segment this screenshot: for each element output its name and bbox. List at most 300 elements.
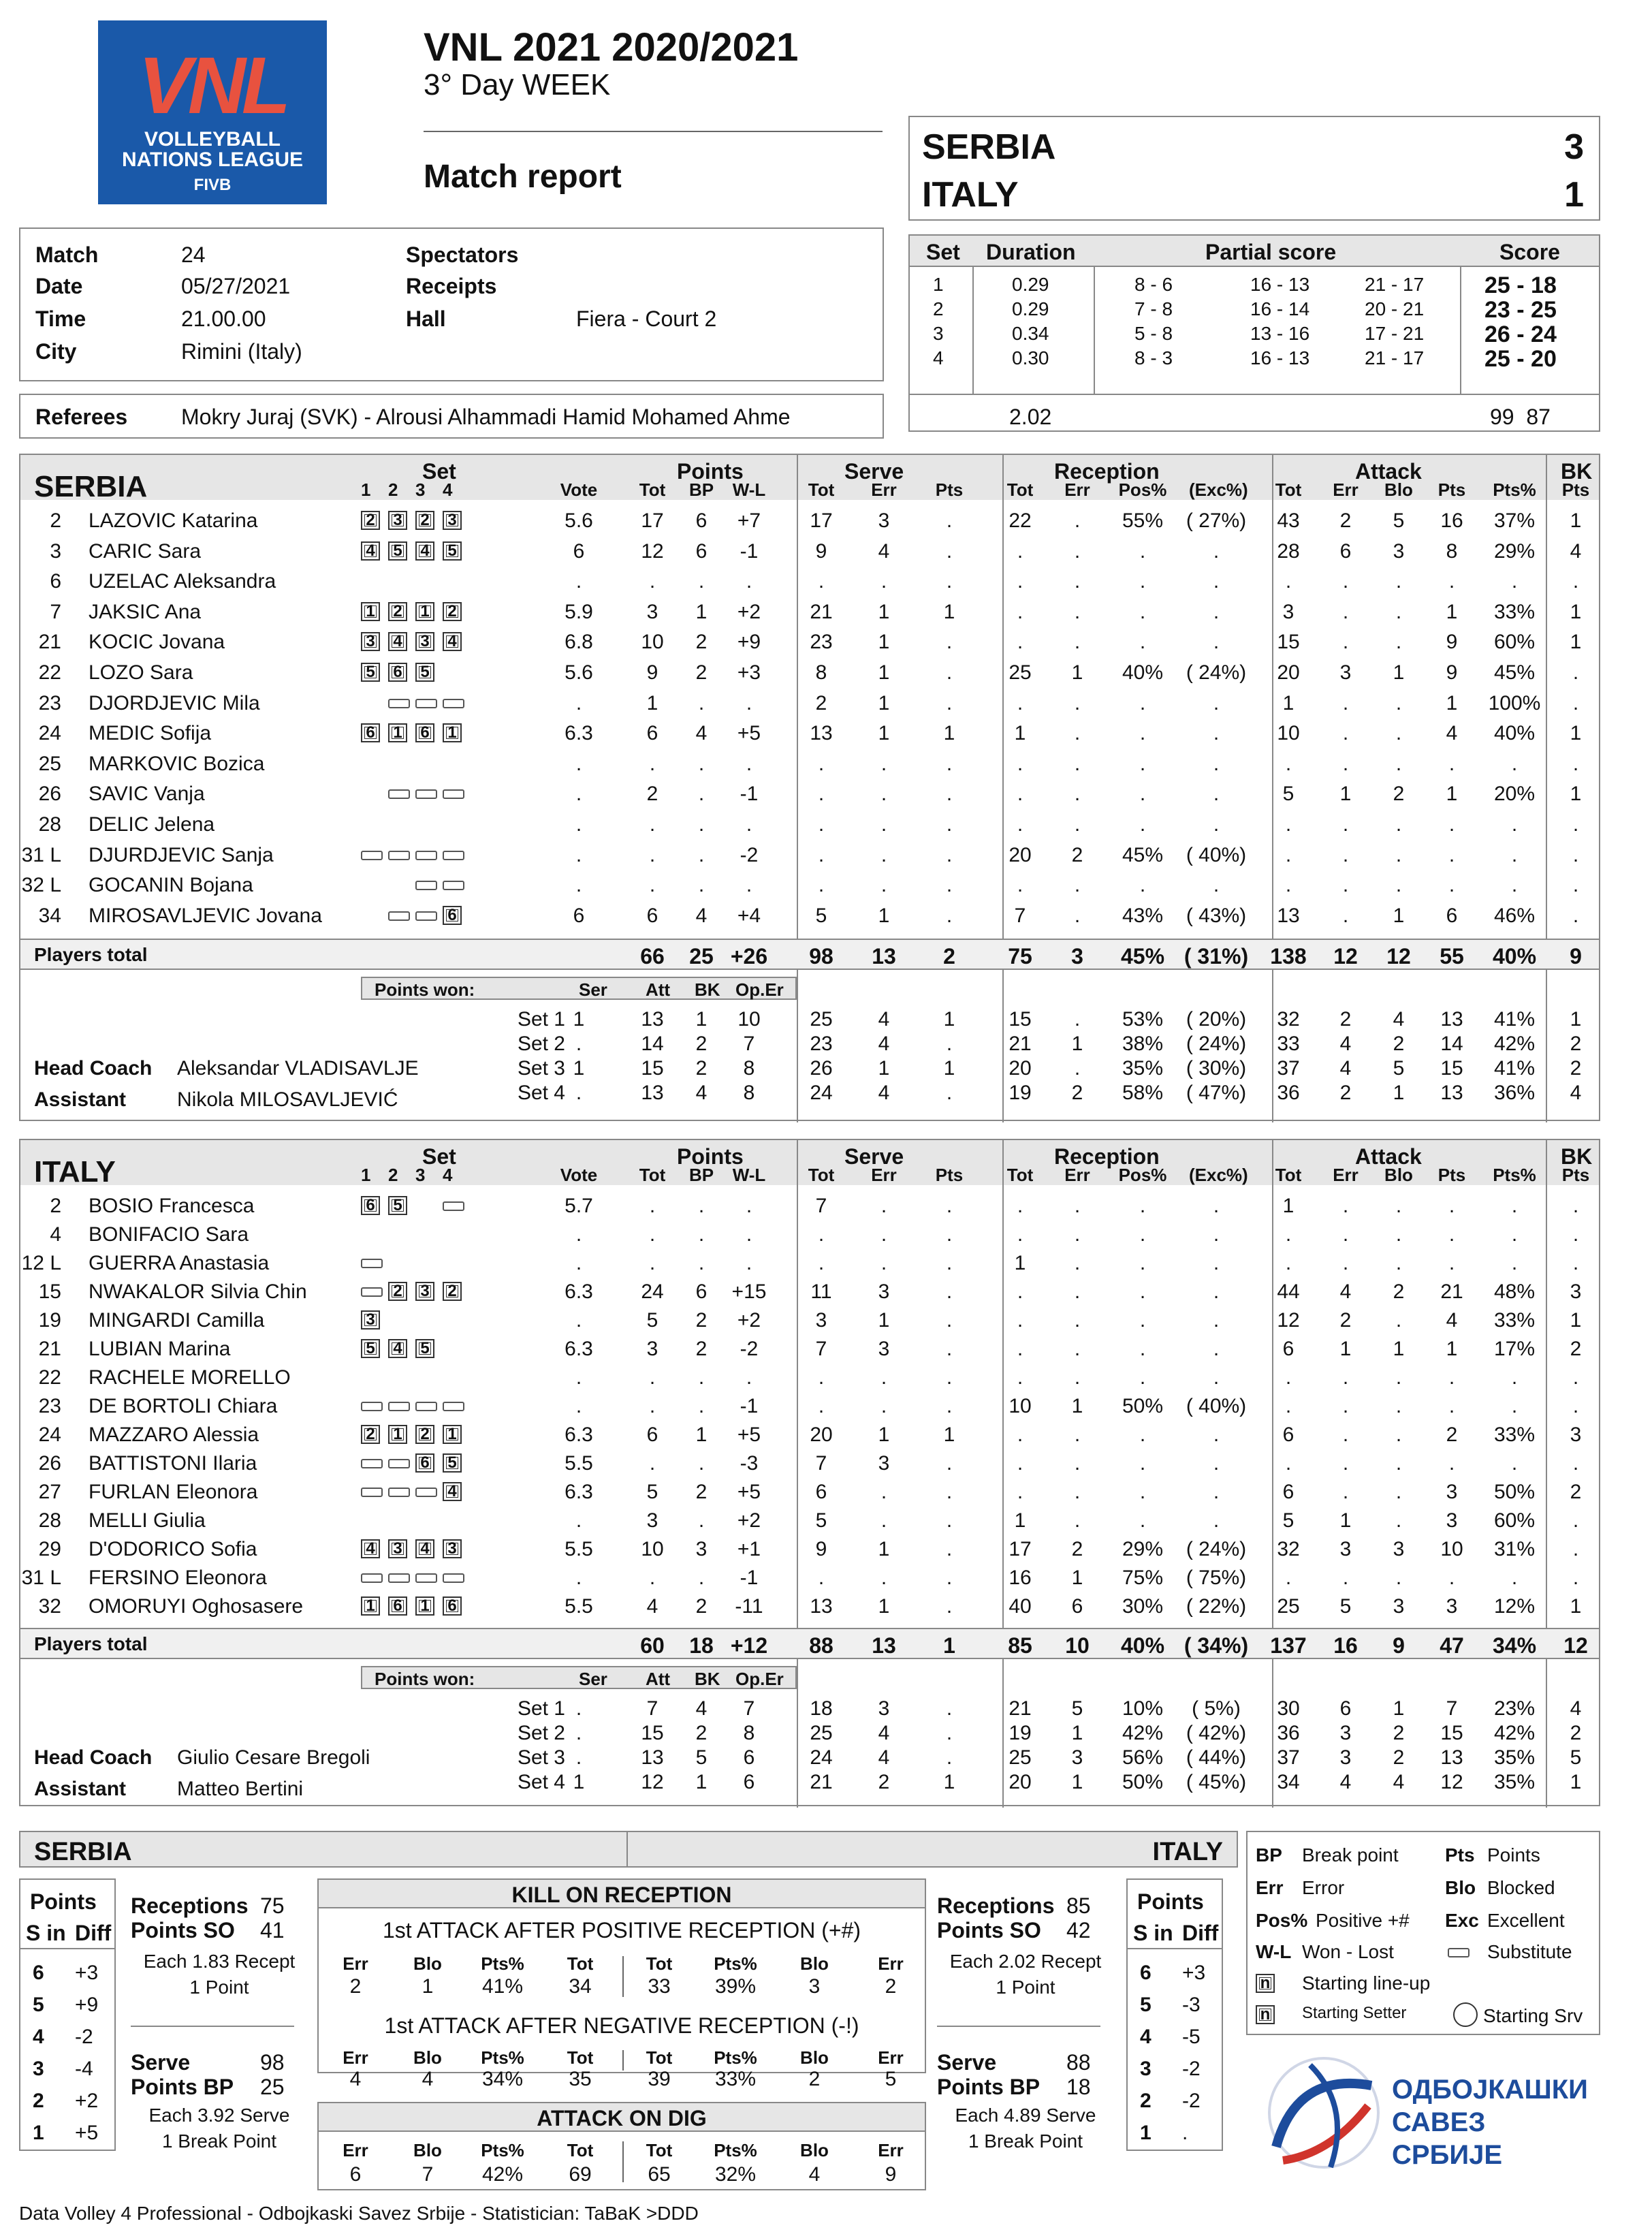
stat-value: . (1074, 1309, 1081, 1332)
stat-value: . (1074, 1452, 1081, 1475)
stat-value: 5 (646, 1481, 658, 1503)
stat-value: . (1395, 1309, 1402, 1332)
set-stat-value: 2 (1570, 1057, 1582, 1080)
stat-value: . (1074, 1338, 1081, 1360)
col-sub-header: Pts (1437, 1165, 1466, 1185)
col-reception: Reception (1054, 459, 1160, 484)
stat-value: 1 (878, 904, 890, 927)
stat-value: . (1213, 722, 1220, 745)
stat-value: . (946, 1366, 953, 1389)
set-stat-value: 4 (878, 1722, 890, 1744)
substitute-icon (361, 1259, 383, 1268)
stat-value: . (1213, 874, 1220, 897)
total-value: ( 31%) (1184, 944, 1249, 969)
stat-value: . (1395, 1423, 1402, 1446)
stat-value: ( 40%) (1186, 843, 1247, 866)
positive-title: 1st ATTACK AFTER POSITIVE RECEPTION (+#) (382, 1918, 861, 1942)
negative-value: 2 (808, 2068, 821, 2090)
set-duration: 0.34 (1012, 323, 1049, 344)
stat-value: 5 (1282, 1509, 1294, 1532)
set-stat-value: 36 (1277, 1082, 1300, 1105)
starting-position: 4 (415, 1539, 434, 1558)
stat-value: . (880, 1195, 887, 1217)
report-subtitle: 3° Day WEEK (424, 68, 611, 101)
stat-value: . (1395, 813, 1402, 836)
stat-value: . (1074, 722, 1081, 745)
total-value: 10 (1065, 1633, 1090, 1658)
set-stat-value: 1 (1570, 1771, 1582, 1793)
set-stat-value: 2 (1339, 1082, 1352, 1105)
set-duration: 0.29 (1012, 298, 1049, 319)
col-sub-header: Pts (1437, 479, 1466, 500)
substitute-icon (443, 1573, 464, 1583)
set-stat-value: . (575, 1746, 582, 1769)
set-stat-value: 6 (743, 1771, 755, 1793)
starting-position: 2 (443, 1282, 462, 1301)
stat-value: 5 (1282, 783, 1294, 806)
stat-value: 1 (878, 631, 890, 654)
stat-value: 3 (878, 1452, 890, 1475)
stat-value: -1 (740, 783, 759, 806)
set-stat-value: 4 (878, 1746, 890, 1769)
stat-value: 5 (1393, 509, 1405, 532)
col-ser: Ser (579, 1669, 607, 1689)
stat-value: . (1139, 1338, 1146, 1360)
stat-value: 40 (1008, 1595, 1032, 1618)
stat-value: 1 (1339, 783, 1352, 806)
stat-value: . (1074, 1280, 1081, 1303)
starting-position: 1 (361, 1596, 380, 1616)
starting-position: 4 (361, 541, 380, 561)
set-stat-value: 25 (810, 1722, 833, 1744)
set-stat-value: 14 (1440, 1033, 1463, 1056)
total-value: 9 (1393, 1633, 1405, 1658)
stat-value: . (1213, 570, 1220, 593)
stat-value: . (1511, 1195, 1518, 1217)
total-value: 47 (1440, 1633, 1464, 1658)
stat-value: . (1139, 600, 1146, 623)
set-stat-value: 21 (1008, 1697, 1032, 1720)
dig-value: 9 (885, 2163, 897, 2186)
report-title: VNL 2021 2020/2021 (424, 25, 799, 69)
stat-value: 3 (1393, 539, 1405, 563)
total-value: 1 (943, 1633, 955, 1658)
partial-score: 16 - 14 (1250, 298, 1310, 319)
serve-ratio: Each 4.89 Serve (955, 2105, 1096, 2126)
total-value: 66 (640, 944, 665, 969)
stat-value: . (1139, 1252, 1146, 1274)
stat-value: . (575, 1395, 582, 1417)
stat-value: 5 (815, 904, 827, 927)
set-stat-value: . (946, 1722, 953, 1744)
stat-value: 6.3 (565, 1423, 593, 1446)
positive-value: 39% (714, 1975, 757, 1998)
set-stat-value: 6 (1339, 1697, 1352, 1720)
player-number: 25 (38, 752, 61, 775)
starting-position: 3 (388, 511, 407, 530)
stat-value: . (1342, 600, 1349, 623)
stat-value: 2 (646, 783, 658, 806)
dig-value: 42% (481, 2163, 524, 2186)
stat-value: . (1139, 752, 1146, 775)
referees-value: Mokry Juraj (SVK) - Alrousi Alhammadi Hamid Mohamed Ahme (181, 405, 791, 429)
kill-on-reception (317, 1878, 926, 2090)
stat-value: . (1395, 1567, 1402, 1589)
stat-value: . (1017, 1366, 1023, 1389)
player-number: 12 L (21, 1252, 61, 1274)
stat-value: . (746, 874, 752, 897)
stat-value: 33% (1493, 1423, 1536, 1446)
vnl-logo (98, 20, 327, 204)
col-sub-header: BP (688, 1165, 714, 1185)
stat-value: . (575, 1309, 582, 1332)
set-stat-value: 1 (573, 1771, 585, 1793)
logo-text: VOLLEYBALL NATIONS LEAGUE (121, 128, 304, 171)
stat-value: . (1572, 1366, 1579, 1389)
stat-value: . (1342, 813, 1349, 836)
stat-value: 29% (1122, 1538, 1164, 1560)
set-stat-value: 4 (1339, 1057, 1352, 1080)
partial-score: 8 - 6 (1134, 274, 1173, 295)
stat-value: . (575, 1366, 582, 1389)
stat-value: . (1342, 843, 1349, 866)
kor-header-cell: Tot (567, 1953, 594, 1974)
stat-value: 40% (1493, 722, 1536, 745)
set-stat-value: 33 (1277, 1033, 1300, 1056)
set-col-1: 1 (361, 1165, 371, 1185)
col-sub-header: (Exc%) (1189, 479, 1248, 500)
player-name: DE BORTOLI Chiara (89, 1395, 278, 1417)
stat-value: . (1511, 813, 1518, 836)
stat-value: 4 (695, 722, 708, 745)
stat-value: . (1572, 1252, 1579, 1274)
col-sub-header: Tot (1275, 1165, 1302, 1185)
kor-header-cell: Pts% (481, 1953, 524, 1974)
stat-value: 3 (1393, 1595, 1405, 1618)
stat-value: . (1342, 752, 1349, 775)
stat-value: . (1017, 1195, 1023, 1217)
points-so-value: 42 (1066, 1918, 1091, 1942)
substitute-icon (415, 881, 437, 890)
player-number: 28 (38, 813, 61, 836)
total-value: 60 (640, 1633, 665, 1658)
col-sub-header: Vote (560, 1165, 598, 1185)
stat-value: +2 (737, 1309, 761, 1332)
dig-value: 7 (422, 2163, 434, 2186)
stat-value: +4 (737, 904, 761, 927)
assistant-label: Assistant (34, 1088, 127, 1112)
legend-err-text: Error (1302, 1877, 1345, 1898)
starting-position: 4 (443, 632, 462, 651)
dig-header-cell: Pts% (481, 2140, 524, 2160)
starting-position: 6 (361, 1196, 380, 1215)
stat-value: . (1342, 570, 1349, 593)
dig-value: 4 (808, 2163, 821, 2186)
negative-value: 5 (885, 2068, 897, 2090)
stat-value: . (1342, 691, 1349, 714)
city-value: Rimini (Italy) (181, 339, 302, 364)
col-bk: BK (695, 979, 720, 1001)
stat-value: . (649, 752, 656, 775)
stat-value: . (880, 843, 887, 866)
stat-value: . (1285, 1395, 1292, 1417)
player-name: LAZOVIC Katarina (89, 509, 258, 532)
divider (937, 2026, 1100, 2027)
substitute-icon (388, 789, 410, 799)
set-stat-value: 2 (878, 1771, 890, 1793)
stat-value: 1 (1339, 1338, 1352, 1360)
set-stat-value: 4 (1393, 1771, 1405, 1793)
col-sub-header: W-L (732, 479, 766, 500)
set-duration: 0.29 (1012, 274, 1049, 295)
dig-header-cell: Blo (413, 2140, 442, 2160)
stat-value: . (1572, 1452, 1579, 1475)
stat-value: 4 (1339, 1280, 1352, 1303)
sets-table (908, 234, 1600, 432)
stat-value: 45% (1493, 661, 1536, 684)
stat-value: 3 (1339, 1538, 1352, 1560)
stat-value: 100% (1488, 691, 1541, 714)
total-value: 18 (689, 1633, 714, 1658)
dig-value: 65 (648, 2163, 671, 2186)
set-stat-value: 23% (1493, 1697, 1536, 1720)
col-sub-header: Pos% (1118, 1165, 1167, 1185)
stat-value: 10 (1440, 1538, 1463, 1560)
player-name: D'ODORICO Sofia (89, 1538, 257, 1560)
set-stat-value: 6 (743, 1746, 755, 1769)
stat-value: . (1017, 691, 1023, 714)
stat-value: 20% (1493, 783, 1536, 806)
stat-value: 20 (810, 1423, 833, 1446)
set-stat-value: 19 (1008, 1722, 1032, 1744)
stat-value: . (649, 1252, 656, 1274)
rotation: 4 (33, 2026, 44, 2048)
set-score: 25 - 18 (1484, 272, 1557, 298)
stat-value: 6.3 (565, 722, 593, 745)
divider (622, 2050, 624, 2071)
stat-value: . (1395, 1395, 1402, 1417)
stat-value: 20 (1008, 843, 1032, 866)
s-in-label: S in (1133, 1921, 1173, 1945)
set-number: 1 (933, 274, 944, 295)
stat-value: 6 (1282, 1481, 1294, 1503)
set-stat-value: 1 (1393, 1082, 1405, 1105)
stat-value: . (1074, 904, 1081, 927)
stat-value: 1 (695, 1423, 708, 1446)
starting-position: 1 (388, 1425, 407, 1444)
stat-value: . (746, 570, 752, 593)
head-coach-label: Head Coach (34, 1746, 153, 1769)
set-stat-value: 50% (1122, 1771, 1164, 1793)
partial-score: 21 - 17 (1365, 274, 1425, 295)
stat-value: 40% (1122, 661, 1164, 684)
set-stat-value: 4 (1570, 1082, 1582, 1105)
stat-value: . (698, 1366, 705, 1389)
set-stat-value: 34 (1277, 1771, 1300, 1793)
set-stat-value: 1 (1071, 1771, 1083, 1793)
set-stat-value: 32 (1277, 1008, 1300, 1031)
stat-value: 25 (1277, 1595, 1300, 1618)
stat-value: +1 (737, 1538, 761, 1560)
rotation-diff: -2 (1182, 2090, 1201, 2112)
stat-value: . (1342, 1452, 1349, 1475)
rotation-diff: -3 (1182, 1994, 1201, 2016)
stat-value: . (1342, 1195, 1349, 1217)
set-stat-value: 2 (1570, 1722, 1582, 1744)
stat-value: ( 27%) (1186, 509, 1247, 532)
dig-title: ATTACK ON DIG (537, 2106, 707, 2130)
starting-position: 2 (415, 511, 434, 530)
player-number: 29 (38, 1538, 61, 1560)
total-value: 3 (1071, 944, 1083, 969)
set-stat-value: 2 (1393, 1746, 1405, 1769)
stat-value: 5 (815, 1509, 827, 1532)
stat-value: . (1074, 783, 1081, 806)
stat-value: . (649, 570, 656, 593)
player-name: BATTISTONI Ilaria (89, 1452, 257, 1475)
stat-value: ( 22%) (1186, 1595, 1247, 1618)
col-sub-header: Vote (560, 479, 598, 500)
stat-value: . (1285, 874, 1292, 897)
stat-value: . (1285, 570, 1292, 593)
substitute-icon (388, 1573, 410, 1583)
substitute-icon (415, 699, 437, 708)
col-sub-header: Tot (639, 1165, 666, 1185)
stat-value: +15 (731, 1280, 767, 1303)
col-oper: Op.Er (735, 979, 784, 1001)
player-number: 28 (38, 1509, 61, 1532)
col-sub-header: Err (871, 1165, 897, 1185)
col-attack: Attack (1355, 1144, 1422, 1169)
stat-value: 12 (641, 539, 664, 563)
stat-value: 2 (1446, 1423, 1458, 1446)
player-number: 19 (38, 1309, 61, 1332)
stat-value: 8 (815, 661, 827, 684)
starting-position: 4 (361, 1539, 380, 1558)
stat-value: 13 (1277, 904, 1300, 927)
set-stat-value: 7 (646, 1697, 658, 1720)
set-stat-value: 19 (1008, 1082, 1032, 1105)
set-stat-value: 38% (1122, 1033, 1164, 1056)
stat-value: 6 (646, 904, 658, 927)
stat-value: . (698, 1195, 705, 1217)
col-sub-header: Pts (1561, 1165, 1590, 1185)
stat-value: . (1511, 1366, 1518, 1389)
set-stat-value: 5 (1570, 1746, 1582, 1769)
stat-value: . (1342, 874, 1349, 897)
stat-value: . (575, 752, 582, 775)
stat-value: . (946, 1252, 953, 1274)
stat-value: 21 (810, 600, 833, 623)
stat-value: . (1017, 1280, 1023, 1303)
stat-value: . (1074, 1423, 1081, 1446)
partial-score: 13 - 16 (1250, 323, 1310, 344)
head-coach-name: Aleksandar VLADISAVLJE (177, 1057, 419, 1080)
stat-value: 4 (878, 539, 890, 563)
stat-value: 43 (1277, 509, 1300, 532)
stat-value: . (1572, 874, 1579, 897)
stat-value: . (1342, 1366, 1349, 1389)
set-stat-value: . (946, 1697, 953, 1720)
footer: Data Volley 4 Professional - Odbojkaski Savez Srbije - Statistician: TaBaK >DDD (19, 2203, 699, 2224)
time-label: Time (35, 306, 86, 331)
player-name: FURLAN Eleonora (89, 1481, 258, 1503)
kor-header-cell: Err (343, 1953, 368, 1974)
set-stat-value: 13 (1440, 1008, 1463, 1031)
starting-position: 5 (443, 541, 462, 561)
rotation: 6 (33, 1962, 44, 1984)
total-duration: 2.02 (1009, 405, 1052, 429)
set-stat-value: 4 (878, 1082, 890, 1105)
substitute-icon (443, 881, 464, 890)
stat-value: 6 (573, 539, 585, 563)
player-name: BONIFACIO Sara (89, 1223, 249, 1246)
stat-value: . (1213, 691, 1220, 714)
stat-value: . (575, 1252, 582, 1274)
rotation: 1 (33, 2122, 44, 2144)
federation-ball-icon (1249, 2045, 1399, 2181)
player-name: MEDIC Sofija (89, 722, 212, 745)
stat-value: 3 (646, 1338, 658, 1360)
stat-value: . (946, 1395, 953, 1417)
stat-value: 60% (1493, 1509, 1536, 1532)
city-label: City (35, 339, 77, 364)
set-stat-value: 3 (1071, 1746, 1083, 1769)
stat-value: . (818, 752, 825, 775)
stat-value: 7 (1014, 904, 1026, 927)
stat-value: 9 (646, 661, 658, 684)
stat-value: . (1342, 1252, 1349, 1274)
date-value: 05/27/2021 (181, 274, 291, 298)
stat-value: . (1448, 1567, 1455, 1589)
set-score: 23 - 25 (1484, 297, 1557, 323)
stat-value: . (1074, 539, 1081, 563)
stat-value: . (1213, 600, 1220, 623)
set-stat-value: 4 (1339, 1033, 1352, 1056)
stat-value: 1 (1014, 1252, 1026, 1274)
stat-value: . (1139, 1309, 1146, 1332)
stat-value: 20 (1277, 661, 1300, 684)
stat-value: 2 (815, 691, 827, 714)
total-value: 55 (1440, 944, 1464, 969)
substitute-icon (361, 1287, 383, 1297)
set-stat-value: 7 (743, 1697, 755, 1720)
positive-value: 3 (808, 1975, 821, 1998)
stat-value: . (818, 1395, 825, 1417)
col-sub-header: Pts (935, 1165, 964, 1185)
substitute-icon (388, 1402, 410, 1411)
stat-value: . (946, 661, 953, 684)
stat-value: . (1285, 1252, 1292, 1274)
set-stat-value: 37 (1277, 1057, 1300, 1080)
stat-value: . (575, 691, 582, 714)
stat-value: . (1395, 1509, 1402, 1532)
hall-label: Hall (406, 306, 446, 331)
total-value: 137 (1270, 1633, 1307, 1658)
set-label: Set 4 (517, 1082, 565, 1105)
stat-value: +5 (737, 722, 761, 745)
substitute-icon (388, 1459, 410, 1468)
stat-value: . (1395, 722, 1402, 745)
starting-lineup-icon: n (1256, 1974, 1275, 1993)
stat-value: 1 (1446, 600, 1458, 623)
stat-value: 22 (1008, 509, 1032, 532)
stat-value: . (946, 1509, 953, 1532)
reception-ratio: Each 1.83 Recept (143, 1951, 296, 1972)
set-stat-value: 5 (1071, 1697, 1083, 1720)
set-stat-value: 1 (878, 1057, 890, 1080)
stat-value: . (698, 813, 705, 836)
